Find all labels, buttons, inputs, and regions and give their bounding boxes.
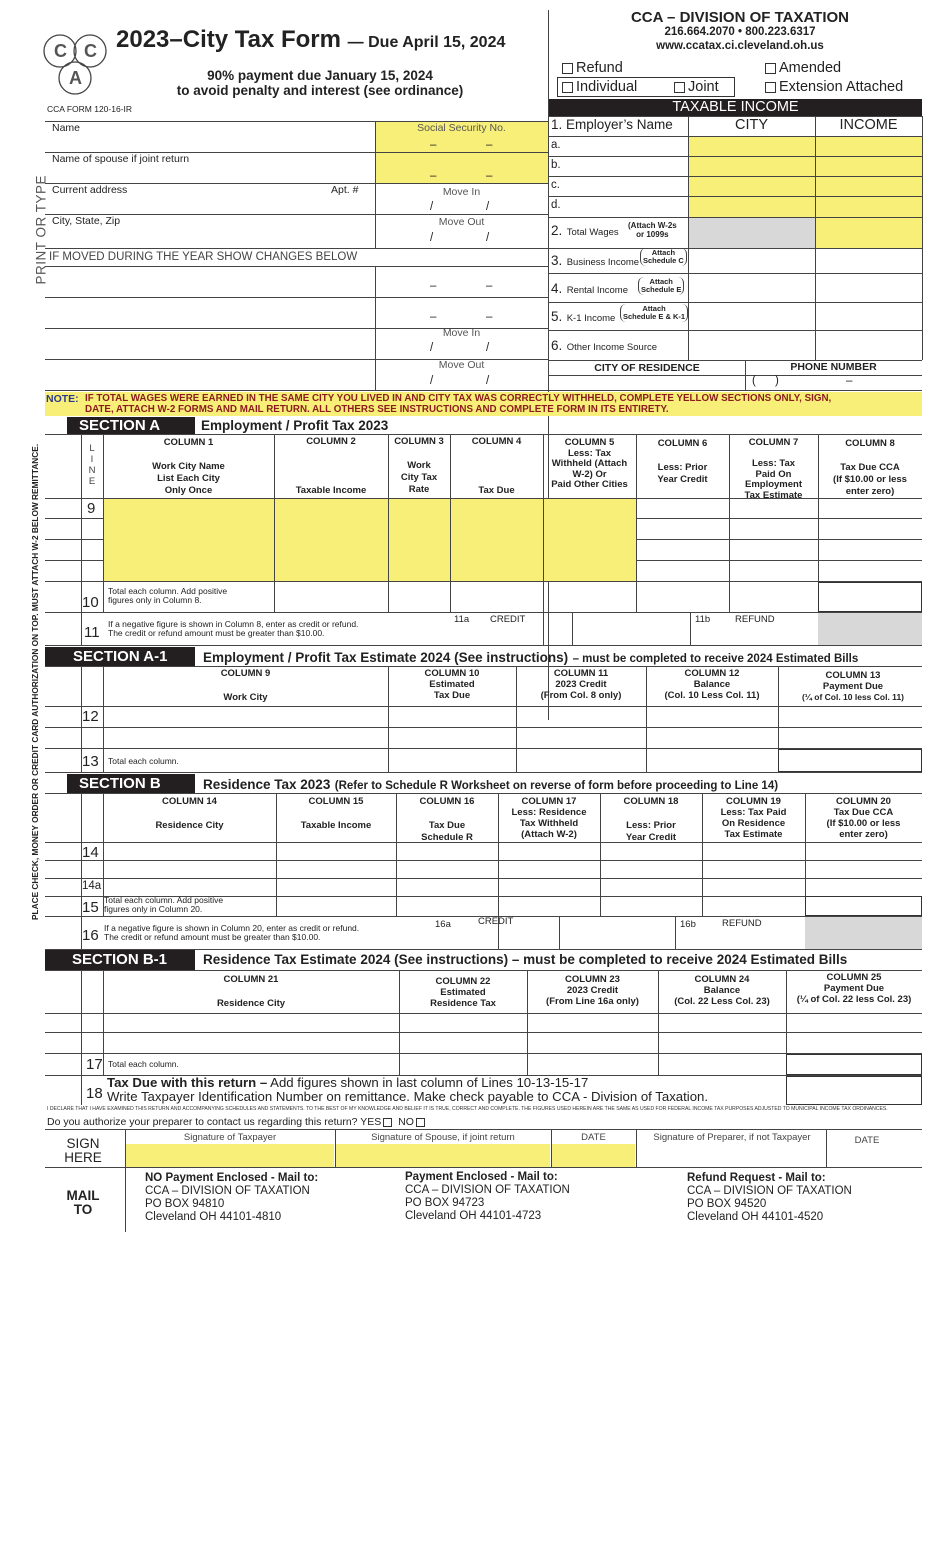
note-text: IF TOTAL WAGES WERE EARNED IN THE SAME CITY YOU LIVED IN AND CITY TAX WAS CORRECTLY WITHHELD, COMPLETE YELLOW SECTIONS ONLY, SIGN, DATE, ATTACH W-2 FORMS AND MAIL RETURN. ALL OTHERS SEE INSTRUCTIONS AND COMPLETE FORM IN ITS ENTIRETY. [85, 393, 832, 415]
credit-16a-label: CREDIT [478, 916, 514, 927]
logo-letter-c1: C [54, 41, 67, 61]
spouse-signature-field[interactable] [336, 1144, 550, 1167]
col19-header: COLUMN 19 Less: Tax Paid On Residence Tax Estimate [720, 796, 787, 840]
employer-row-c[interactable]: c. [551, 179, 560, 191]
col4-header: COLUMN 4 [471, 436, 522, 447]
col1-header: COLUMN 1 Work City Name List Each City Only Once [152, 437, 225, 496]
moved-note: IF MOVED DURING THE YEAR SHOW CHANGES BELOW [49, 251, 358, 263]
line-15-text: Total each column. Add positive figures only in Column 20. [104, 895, 224, 914]
logo-letter-c2: C [84, 41, 97, 61]
address-field[interactable]: Current address [52, 184, 128, 196]
print-or-type-label: PRINT OR TYPE [33, 174, 49, 285]
individual-checkbox[interactable]: Individual [562, 79, 637, 95]
line-18-text: Tax Due with this return – Add figures shown in last column of Lines 10-13-15-17 Write Taxpayer Identification Number on remittance. Make check payable to CCA - Division of Taxation. [107, 1075, 709, 1104]
line-18-number: 18 [86, 1085, 103, 1102]
col23-header: COLUMN 23 2023 Credit (From Line 16a only) [546, 974, 639, 1007]
moved-out-slash-1[interactable]: / [430, 375, 434, 387]
ssn-dash-1[interactable]: – [430, 139, 437, 151]
line-12-number: 12 [82, 708, 99, 725]
line-13-number: 13 [82, 753, 99, 770]
moved-in-slash-2[interactable]: / [486, 342, 490, 354]
col11-header: COLUMN 11 2023 Credit (From Col. 8 only) [540, 668, 622, 701]
col21-header: COLUMN 21 Residence City [216, 974, 286, 1009]
line-16b-label: 16b [680, 919, 696, 930]
k1-income-row: 5. K-1 Income [551, 309, 616, 324]
amended-checkbox[interactable]: Amended [765, 60, 841, 76]
logo-letter-a: A [69, 68, 82, 88]
extension-checkbox[interactable]: Extension Attached [765, 79, 903, 95]
preparer-date-field[interactable] [827, 1144, 922, 1167]
line-header: L I N E [88, 443, 96, 487]
rental-income-attach: Attach Schedule E [638, 277, 684, 295]
sign-here-label: SIGN HERE [64, 1136, 102, 1165]
side-remittance-note: PLACE CHECK, MONEY ORDER OR CREDIT CARD AUTHORIZATION ON TOP. MUST ATTACH W-2 BELOW REMITTANCE. [30, 443, 40, 920]
rental-income-row: 4. Rental Income [551, 281, 628, 296]
spouse-ssn-dash-2[interactable]: – [486, 170, 493, 182]
section-b1-title: Residence Tax Estimate 2024 (See instructions) – must be completed to receive 2024 Estimated Bills [203, 952, 848, 967]
taxpayer-signature-field[interactable] [126, 1144, 334, 1167]
authorize-no-checkbox[interactable] [416, 1118, 425, 1127]
col4-sub: Tax Due [478, 485, 515, 496]
logo [40, 32, 110, 98]
col24-header: COLUMN 24 Balance (Col. 22 Less Col. 23) [674, 974, 770, 1007]
employer-row-a[interactable]: a. [551, 139, 561, 151]
col14-header: COLUMN 14 Residence City [155, 796, 224, 831]
spouse-ssn-dash-1[interactable]: – [430, 170, 437, 182]
moved-ssn-dash-3[interactable]: – [430, 311, 437, 323]
col22-header: COLUMN 22 Estimated Residence Tax [430, 976, 496, 1009]
col5-header: COLUMN 5 Less: Tax Withheld (Attach W-2) Or Paid Other Cities [551, 437, 628, 490]
move-in-label: Move In [442, 186, 481, 198]
preparer-signature-field[interactable] [637, 1144, 827, 1167]
form-title: 2023–City Tax Form — Due April 15, 2024 [116, 26, 506, 53]
payment-note: 90% payment due January 15, 2024 to avoid penalty and interest (see ordinance) [176, 68, 464, 98]
col6-header: COLUMN 6 Less: Prior Year Credit [657, 438, 708, 485]
col2-sub: Taxable Income [295, 485, 367, 496]
moved-out-label: Move Out [438, 359, 485, 371]
refund-11b-label: REFUND [735, 614, 775, 625]
col20-header: COLUMN 20 Tax Due CCA (If $10.00 or less enter zero) [826, 796, 901, 840]
k1-income-attach: Attach Schedule E & K-1 [620, 304, 688, 322]
section-a1-label: SECTION A-1 [45, 647, 195, 666]
preparer-signature-label: Signature of Preparer, if not Taxpayer [653, 1132, 811, 1143]
refund-checkbox[interactable]: Refund [562, 60, 623, 76]
col25-header: COLUMN 25 Payment Due (¼ of Col. 22 less Col. 23) [796, 972, 912, 1005]
col7-header: COLUMN 7 Less: Tax Paid On Employment Tax Estimate [744, 437, 803, 501]
note-label: NOTE: [46, 393, 79, 405]
employer-name-label: 1. Employer’s Name [551, 117, 673, 132]
authorize-preparer: Do you authorize your preparer to contact us regarding this return? YES NO [47, 1116, 428, 1128]
business-income-row: 3. Business Income [551, 253, 640, 268]
name-field[interactable]: Name [52, 122, 81, 134]
joint-checkbox[interactable]: Joint [674, 79, 719, 95]
moved-in-slash-1[interactable]: / [430, 342, 434, 354]
total-wages-row: 2. Total Wages [551, 223, 619, 238]
col18-header: COLUMN 18 Less: Prior Year Credit [623, 796, 679, 843]
moved-out-slash-2[interactable]: / [486, 375, 490, 387]
employer-row-d[interactable]: d. [551, 199, 561, 211]
col9-header: COLUMN 9 Work City [220, 668, 271, 703]
mail-payment: Payment Enclosed - Mail to: CCA – DIVISION OF TAXATION PO BOX 94723 Cleveland OH 44101-4723 [405, 1171, 570, 1222]
line-11a-label: 11a [454, 614, 470, 625]
phone-number-label: PHONE NUMBER [790, 361, 877, 373]
move-in-slash-2[interactable]: / [486, 201, 490, 213]
move-out-slash-1[interactable]: / [430, 232, 434, 244]
section-b-title: Residence Tax 2023 (Refer to Schedule R Worksheet on reverse of form before proceeding to Line 14) [203, 777, 779, 792]
apt-field[interactable]: Apt. # [331, 184, 359, 196]
ssn-label: Social Security No. [417, 122, 506, 134]
preparer-date-label: DATE [854, 1135, 880, 1146]
line-13-text: Total each column. [108, 756, 179, 766]
business-income-attach: Attach Schedule C [640, 248, 687, 266]
date-signature-field[interactable] [552, 1144, 635, 1167]
moved-ssn-dash-4[interactable]: – [486, 311, 493, 323]
line-10-text: Total each column. Add positive figures only in Column 8. [108, 586, 228, 605]
moved-in-label: Move In [442, 327, 481, 339]
line-11b-label: 11b [695, 614, 711, 625]
section-a-label: SECTION A [67, 417, 195, 435]
spouse-name-field[interactable]: Name of spouse if joint return [52, 153, 190, 165]
income-column-label: INCOME [839, 117, 898, 133]
line-16-number: 16 [82, 927, 99, 944]
phone-dash[interactable]: – [846, 375, 853, 387]
declaration-text: I DECLARE THAT I HAVE EXAMINED THIS RETURN AND ACCOMPANYING SCHEDULES AND STATEMENTS. TO THE BEST OF MY KNOWLEDGE AND BELIEF IT IS TRUE, CORRECT AND COMPLETE. THE FIGURES USED HEREIN ARE THE SAME AS USED FOR FEDERAL INCOME TAX PURPOSES ADJUSTED TO MUNICIPAL INCOME TAX ORDINANCES. [47, 1106, 888, 1112]
total-wages-attach: (Attach W-2s or 1099s [628, 221, 677, 239]
col3-header: COLUMN 3 Work City Tax Rate [394, 436, 444, 495]
section-a1-title: Employment / Profit Tax Estimate 2024 (See instructions) – must be completed to receive 2024 Estimated Bills [203, 650, 859, 665]
line-15-number: 15 [82, 899, 99, 916]
section-b-label: SECTION B [67, 774, 195, 793]
agency-info: CCA – DIVISION OF TAXATION 216.664.2070 • 800.223.6317 www.ccatax.ci.cleveland.oh.us [630, 9, 850, 52]
mail-to-label: MAIL TO [66, 1188, 100, 1217]
line-16a-label: 16a [435, 919, 451, 930]
credit-11a-label: CREDIT [490, 614, 526, 625]
moved-ssn-dash-1[interactable]: – [430, 280, 437, 292]
refund-16b-label: REFUND [722, 918, 762, 929]
date-label: DATE [581, 1132, 606, 1143]
col8-header: COLUMN 8 Tax Due CCA (If $10.00 or less enter zero) [833, 438, 907, 497]
col13-header: COLUMN 13 Payment Due (¼ of Col. 10 less Col. 11) [801, 670, 905, 702]
col17-header: COLUMN 17 Less: Residence Tax Withheld (Attach W-2) [511, 796, 587, 840]
ssn-dash-2[interactable]: – [486, 139, 493, 151]
other-income-row: 6. Other Income Source [551, 338, 658, 353]
taxable-income-title: TAXABLE INCOME [549, 99, 922, 116]
move-out-slash-2[interactable]: / [486, 232, 490, 244]
city-column-label: CITY [734, 117, 769, 133]
employer-row-b[interactable]: b. [551, 159, 561, 171]
line-14-number: 14 [82, 844, 99, 861]
col12-header: COLUMN 12 Balance (Col. 10 Less Col. 11) [664, 668, 760, 701]
mail-refund: Refund Request - Mail to: CCA – DIVISION OF TAXATION PO BOX 94520 Cleveland OH 44101-4520 [687, 1172, 852, 1223]
move-in-slash-1[interactable]: / [430, 201, 434, 213]
line-14a-number: 14a [82, 880, 102, 892]
col10-header: COLUMN 10 Estimated Tax Due [424, 668, 480, 701]
city-of-residence-label: CITY OF RESIDENCE [594, 362, 700, 374]
col16-header: COLUMN 16 Tax Due Schedule R [419, 796, 475, 843]
line-11-text: If a negative figure is shown in Column 8, enter as credit or refund. The credit or refund amount must be greater than $10.00. [108, 619, 359, 638]
col2-header: COLUMN 2 [306, 436, 356, 447]
section-a-title: Employment / Profit Tax 2023 [201, 418, 389, 433]
line-9-number: 9 [87, 500, 96, 517]
form-id: CCA FORM 120-16-IR [47, 104, 133, 114]
taxpayer-signature-label: Signature of Taxpayer [183, 1132, 277, 1143]
moved-ssn-dash-2[interactable]: – [486, 280, 493, 292]
line-10-number: 10 [82, 594, 99, 611]
section-b1-label: SECTION B-1 [45, 950, 195, 970]
mail-no-payment: NO Payment Enclosed - Mail to: CCA – DIVISION OF TAXATION PO BOX 94810 Cleveland OH 44101-4810 [145, 1172, 319, 1223]
line-17-text: Total each column. [108, 1059, 179, 1069]
authorize-yes-checkbox[interactable] [383, 1118, 392, 1127]
line-16-text: If a negative figure is shown in Column 20, enter as credit or refund. The credit or refund amount must be greater than $10.00. [104, 923, 360, 942]
spouse-signature-label: Signature of Spouse, if joint return [371, 1132, 515, 1143]
line-17-number: 17 [86, 1056, 103, 1073]
move-out-label: Move Out [438, 216, 485, 228]
city-state-zip-field[interactable]: City, State, Zip [52, 215, 121, 227]
line-11-number: 11 [84, 624, 100, 641]
col15-header: COLUMN 15 Taxable Income [300, 796, 372, 831]
phone-area-code[interactable]: ( ) [752, 375, 779, 387]
